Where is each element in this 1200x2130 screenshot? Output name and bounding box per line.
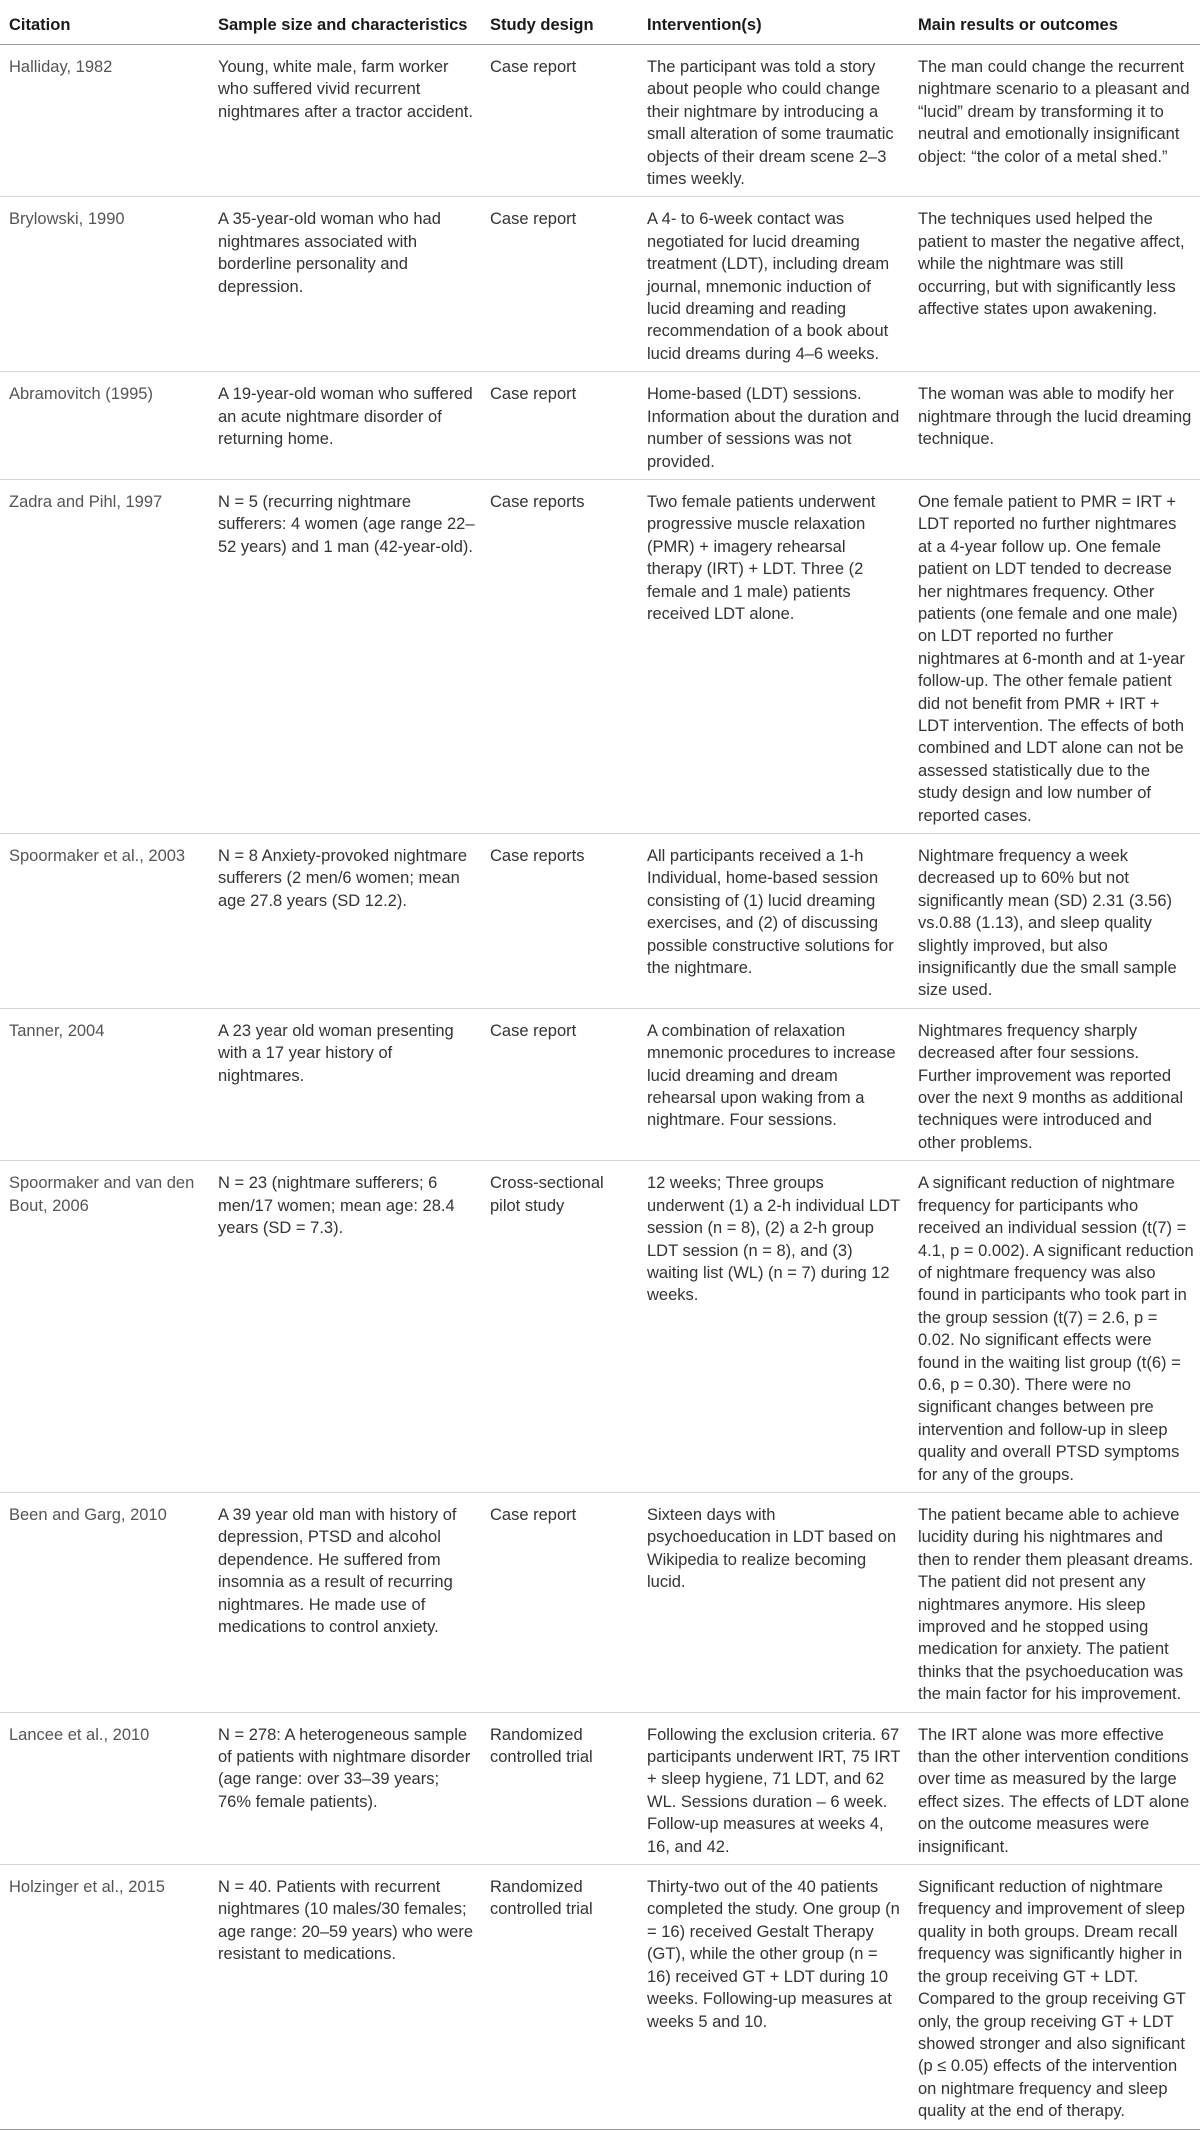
cell-results: The woman was able to modify her nightmare through the lucid dreaming technique. (909, 372, 1200, 480)
cell-sample: Young, white male, farm worker who suffered vivid recurrent nightmares after a tractor accident. (209, 45, 481, 197)
header-intervention: Intervention(s) (638, 0, 909, 45)
header-results: Main results or outcomes (909, 0, 1200, 45)
table-body (0, 45, 1200, 2130)
cell-citation: Brylowski, 1990 (0, 197, 209, 372)
cell-design: Case report (481, 45, 638, 197)
cell-results: One female patient to PMR = IRT + LDT reported no further nightmares at a 4-year follow up. One female patient on LDT tended to decrease her nightmares frequency. Other patients (one female and one male) on LDT reported no further nightmares at 6-month and at 1-year follow-up. The other female patient did not benefit from PMR + IRT + LDT intervention. The effects of both combined and LDT alone can not be assessed statistically due to the study design and low number of reported cases. (909, 479, 1200, 833)
table-row (0, 1492, 1200, 1712)
cell-citation: Zadra and Pihl, 1997 (0, 479, 209, 833)
table-row (0, 1161, 1200, 1493)
cell-intervention: 12 weeks; Three groups underwent (1) a 2-h individual LDT session (n = 8), (2) a 2-h group LDT session (n = 8), and (3) waiting list (WL) (n = 7) during 12 weeks. (638, 1161, 909, 1493)
cell-citation: Halliday, 1982 (0, 45, 209, 197)
cell-citation: Lancee et al., 2010 (0, 1712, 209, 1864)
cell-results: The techniques used helped the patient to master the negative affect, while the nightmare was still occurring, but with significantly less affective states upon awakening. (909, 197, 1200, 372)
cell-sample: N = 23 (nightmare sufferers; 6 men/17 women; mean age: 28.4 years (SD = 7.3). (209, 1161, 481, 1493)
header-design: Study design (481, 0, 638, 45)
cell-citation: Been and Garg, 2010 (0, 1492, 209, 1712)
cell-results: The man could change the recurrent nightmare scenario to a pleasant and “lucid” dream by transforming it to neutral and emotionally insignificant object: “the color of a metal shed.” (909, 45, 1200, 197)
cell-design: Case reports (481, 479, 638, 833)
cell-design: Case report (481, 1008, 638, 1160)
cell-design: Case reports (481, 834, 638, 1009)
cell-intervention: Following the exclusion criteria. 67 participants underwent IRT, 75 IRT + sleep hygiene, 71 LDT, and 62 WL. Sessions duration – 6 week. Follow-up measures at weeks 4, 16, and 42. (638, 1712, 909, 1864)
cell-design: Case report (481, 1492, 638, 1712)
cell-sample: A 39 year old man with history of depression, PTSD and alcohol dependence. He suffered from insomnia as a result of recurring nightmares. He made use of medications to control anxiety. (209, 1492, 481, 1712)
cell-sample: N = 278: A heterogeneous sample of patients with nightmare disorder (age range: over 33–39 years; 76% female patients). (209, 1712, 481, 1864)
table-row (0, 479, 1200, 833)
cell-sample: A 23 year old woman presenting with a 17 year history of nightmares. (209, 1008, 481, 1160)
cell-results: A significant reduction of nightmare frequency for participants who received an individual session (t(7) = 4.1, p = 0.002). A significant reduction of nightmare frequency was also found in participants who took part in the group session (t(7) = 2.6, p = 0.02. No significant effects were found in the waiting list group (t(6) = 0.6, p = 0.30). There were no significant changes between pre intervention and follow-up in sleep quality and overall PTSD symptoms for any of the groups. (909, 1161, 1200, 1493)
table-row (0, 834, 1200, 1009)
header-sample: Sample size and characteristics (209, 0, 481, 45)
cell-sample: N = 40. Patients with recurrent nightmares (10 males/30 females; age range: 20–59 years) who were resistant to medications. (209, 1865, 481, 2129)
cell-design: Randomized controlled trial (481, 1712, 638, 1864)
header-citation: Citation (0, 0, 209, 45)
cell-results: Significant reduction of nightmare frequency and improvement of sleep quality in both groups. Dream recall frequency was significantly higher in the group receiving GT + LDT. Compared to the group receiving GT only, the group receiving GT + LDT showed stronger and also significant (p ≤ 0.05) effects of the intervention on nightmare frequency and sleep quality at the end of therapy. (909, 1865, 1200, 2129)
cell-intervention: Home-based (LDT) sessions. Information about the duration and number of sessions was not provided. (638, 372, 909, 480)
cell-intervention: The participant was told a story about people who could change their nightmare by introducing a small alteration of some traumatic objects of their dream scene 2–3 times weekly. (638, 45, 909, 197)
cell-citation: Spoormaker and van den Bout, 2006 (0, 1161, 209, 1493)
cell-citation: Abramovitch (1995) (0, 372, 209, 480)
cell-intervention: Two female patients underwent progressive muscle relaxation (PMR) + imagery rehearsal therapy (IRT) + LDT. Three (2 female and 1 male) patients received LDT alone. (638, 479, 909, 833)
cell-design: Randomized controlled trial (481, 1865, 638, 2129)
cell-intervention: All participants received a 1-h Individual, home-based session consisting of (1) lucid dreaming exercises, and (2) of discussing possible constructive solutions for the nightmare. (638, 834, 909, 1009)
table-row (0, 197, 1200, 372)
cell-intervention: A 4- to 6-week contact was negotiated for lucid dreaming treatment (LDT), including dream journal, mnemonic induction of lucid dreaming and reading recommendation of a book about lucid dreams during 4–6 weeks. (638, 197, 909, 372)
table-row (0, 1712, 1200, 1864)
cell-sample: N = 8 Anxiety-provoked nightmare sufferers (2 men/6 women; mean age 27.8 years (SD 12.2). (209, 834, 481, 1009)
table-header (0, 0, 1200, 45)
cell-design: Cross-sectional pilot study (481, 1161, 638, 1493)
cell-intervention: Sixteen days with psychoeducation in LDT based on Wikipedia to realize becoming lucid. (638, 1492, 909, 1712)
cell-design: Case report (481, 372, 638, 480)
header-row (0, 0, 1200, 45)
table-row (0, 1865, 1200, 2129)
table-row (0, 45, 1200, 197)
cell-citation: Holzinger et al., 2015 (0, 1865, 209, 2129)
cell-results: Nightmare frequency a week decreased up to 60% but not significantly mean (SD) 2.31 (3.56) vs.0.88 (1.13), and sleep quality slightly improved, but also insignificantly due the small sample size used. (909, 834, 1200, 1009)
table-row (0, 1008, 1200, 1160)
cell-design: Case report (481, 197, 638, 372)
cell-citation: Spoormaker et al., 2003 (0, 834, 209, 1009)
cell-results: The patient became able to achieve lucidity during his nightmares and then to render them pleasant dreams. The patient did not present any nightmares anymore. His sleep improved and he stopped using medication for anxiety. The patient thinks that the psychoeducation was the main factor for his improvement. (909, 1492, 1200, 1712)
cell-citation: Tanner, 2004 (0, 1008, 209, 1160)
cell-results: The IRT alone was more effective than the other intervention conditions over time as measured by the large effect sizes. The effects of LDT alone on the outcome measures were insignificant. (909, 1712, 1200, 1864)
cell-intervention: A combination of relaxation mnemonic procedures to increase lucid dreaming and dream rehearsal upon waking from a nightmare. Four sessions. (638, 1008, 909, 1160)
cell-results: Nightmares frequency sharply decreased after four sessions. Further improvement was reported over the next 9 months as additional techniques were introduced and other problems. (909, 1008, 1200, 1160)
cell-sample: N = 5 (recurring nightmare sufferers: 4 women (age range 22–52 years) and 1 man (42-year-old). (209, 479, 481, 833)
cell-sample: A 19-year-old woman who suffered an acute nightmare disorder of returning home. (209, 372, 481, 480)
cell-sample: A 35-year-old woman who had nightmares associated with borderline personality and depression. (209, 197, 481, 372)
table-row (0, 372, 1200, 480)
cell-intervention: Thirty-two out of the 40 patients completed the study. One group (n = 16) received Gestalt Therapy (GT), while the other group (n = 16) received GT + LDT during 10 weeks. Following-up measures at weeks 5 and 10. (638, 1865, 909, 2129)
